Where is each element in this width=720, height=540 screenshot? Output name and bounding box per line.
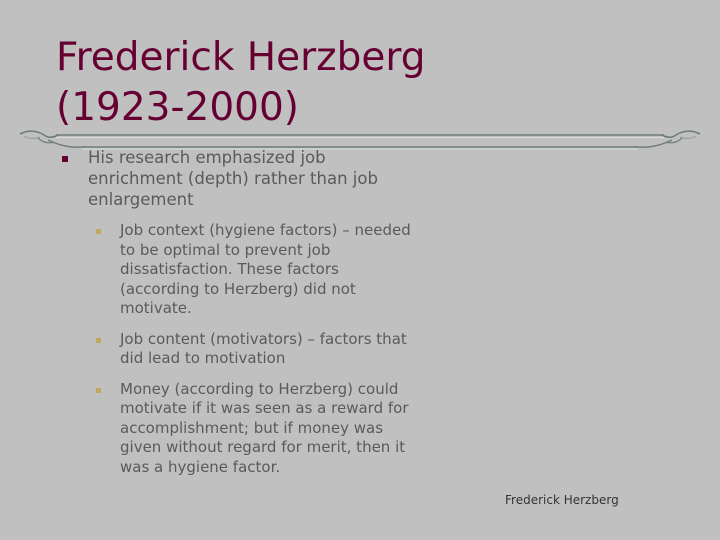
title-line-name: Frederick Herzberg — [56, 35, 426, 80]
square-bullet-icon — [96, 388, 101, 393]
sub-bullet-text: Job context (hygiene factors) – needed to be optimal to prevent job dissatisfaction. These factors (according to Herzberg) did not motivate. — [120, 221, 411, 317]
sub-bullet-list — [60, 221, 420, 477]
sub-bullet-text: Money (according to Herzberg) could motivate if it was seen as a reward for accomplishment; but if money was given without regard for merit, then it was a hygiene factor. — [120, 379, 409, 476]
title-line-years: (1923-2000) — [56, 85, 300, 130]
sub-bullet-motivators — [92, 330, 420, 369]
image-caption: Frederick Herzberg — [505, 493, 619, 507]
square-bullet-icon — [96, 229, 101, 234]
sub-bullet-hygiene — [92, 221, 420, 319]
square-bullet-icon — [96, 338, 101, 343]
sub-bullet-money — [92, 380, 420, 478]
slide-body — [60, 147, 420, 488]
slide-title — [56, 33, 676, 133]
square-bullet-icon — [62, 156, 68, 162]
main-bullet — [60, 147, 420, 210]
sub-bullet-text: Job content (motivators) – factors that did lead to motivation — [120, 329, 407, 367]
main-bullet-text: His research emphasized job enrichment (depth) rather than job enlargement — [88, 148, 378, 209]
